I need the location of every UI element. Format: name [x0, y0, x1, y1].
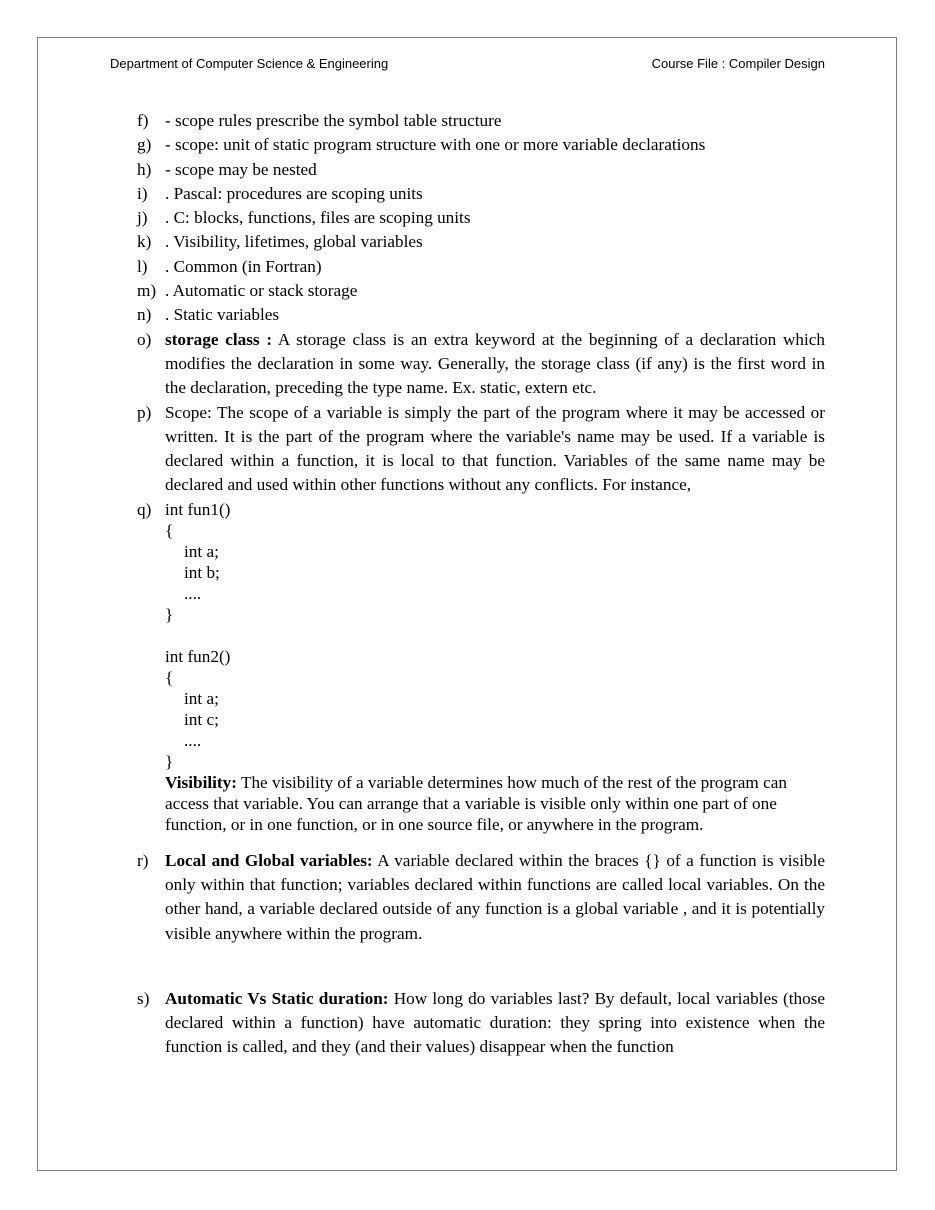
list-marker: r): [137, 850, 149, 870]
local-global-text: A variable declared within the braces {} of a function is visible only within that function; variables declared within functions are called local variables. On the other hand, a variable declared outside of any function is a global variable , and it is potentially visible anywhere within the program.: [165, 850, 825, 943]
list-item-text: - scope may be nested: [165, 159, 317, 179]
list-marker: s): [137, 988, 150, 1008]
list-item-text: . C: blocks, functions, files are scoping units: [165, 208, 471, 228]
list-marker: k): [137, 232, 152, 252]
duration-text: How long do variables last? By default, local variables (those declared within a function) have automatic duration: they spring into existence when the function is called, and they (and their values) disappear when the function: [165, 988, 825, 1057]
code-line: int b;: [184, 562, 220, 582]
visibility-paragraph: [137, 772, 825, 836]
list-item: [137, 303, 825, 327]
list-marker: m): [137, 281, 157, 301]
code-line: }: [165, 751, 174, 771]
code-line: int fun2(): [165, 646, 231, 666]
list-marker: g): [137, 135, 152, 155]
list-item: [137, 255, 825, 279]
list-item-text: - scope: unit of static program structure with one or more variable declarations: [165, 135, 706, 155]
code-line: }: [165, 604, 174, 624]
list-item: [137, 109, 825, 133]
code-line: int a;: [184, 688, 219, 708]
visibility-text: The visibility of a variable determines how much of the rest of the program can access that variable. You can arrange that a variable is visible only within one part of one function, or in one function, or in one source file, or anywhere in the program.: [165, 772, 787, 835]
duration-item: [137, 987, 825, 1060]
code-example: [137, 499, 825, 772]
list-marker: i): [137, 183, 148, 203]
code-line: {: [165, 667, 174, 687]
storage-class-text: A storage class is an extra keyword at the beginning of a declaration which modifies the declaration in some way. Generally, the storage class (if any) is the first word in the declaration, preceding the type name. Ex. static, extern etc.: [165, 329, 825, 398]
local-global-term: Local and Global variables:: [165, 850, 373, 870]
scope-text: Scope: The scope of a variable is simply the part of the program where it may be accessed or written. It is the part of the program where the variable's name may be used. If a variable is declared within a function, it is local to that function. Variables of the same name may be declared and used within other functions without any conflicts. For instance,: [165, 402, 825, 495]
local-global-item: [137, 849, 825, 946]
list-item: [137, 230, 825, 254]
list-item: [137, 133, 825, 157]
list-item-text: . Static variables: [165, 305, 280, 325]
storage-class-item: [137, 328, 825, 401]
code-line: int fun1(): [165, 499, 231, 519]
storage-class-term: storage class :: [165, 329, 273, 349]
list-marker: h): [137, 159, 152, 179]
list-marker: n): [137, 305, 152, 325]
list-item: [137, 182, 825, 206]
list-item: [137, 206, 825, 230]
list-marker: p): [137, 402, 152, 422]
code-line: int c;: [184, 709, 219, 729]
header-department: Department of Computer Science & Engineering: [110, 56, 389, 71]
list-marker: o): [137, 329, 152, 349]
list-marker: q): [137, 499, 152, 519]
visibility-term: Visibility:: [165, 772, 237, 792]
duration-term: Automatic Vs Static duration:: [165, 988, 389, 1008]
scope-item: [137, 401, 825, 498]
list-item: [137, 279, 825, 303]
code-line: ....: [184, 730, 202, 750]
list-item-text: . Automatic or stack storage: [165, 281, 358, 301]
list-marker: l): [137, 256, 148, 276]
code-line: {: [165, 520, 174, 540]
list-marker: f): [137, 111, 149, 130]
list-item: [137, 158, 825, 182]
list-item-text: . Common (in Fortran): [165, 256, 322, 276]
list-item-text: - scope rules prescribe the symbol table structure: [165, 111, 502, 130]
code-line: int a;: [184, 541, 219, 561]
header-course: Course File : Compiler Design: [651, 56, 825, 71]
list-marker: j): [137, 208, 148, 228]
list-item-text: . Visibility, lifetimes, global variables: [165, 232, 423, 252]
code-line: ....: [184, 583, 202, 603]
list-item-text: . Pascal: procedures are scoping units: [165, 183, 423, 203]
document-body: [137, 109, 825, 1060]
